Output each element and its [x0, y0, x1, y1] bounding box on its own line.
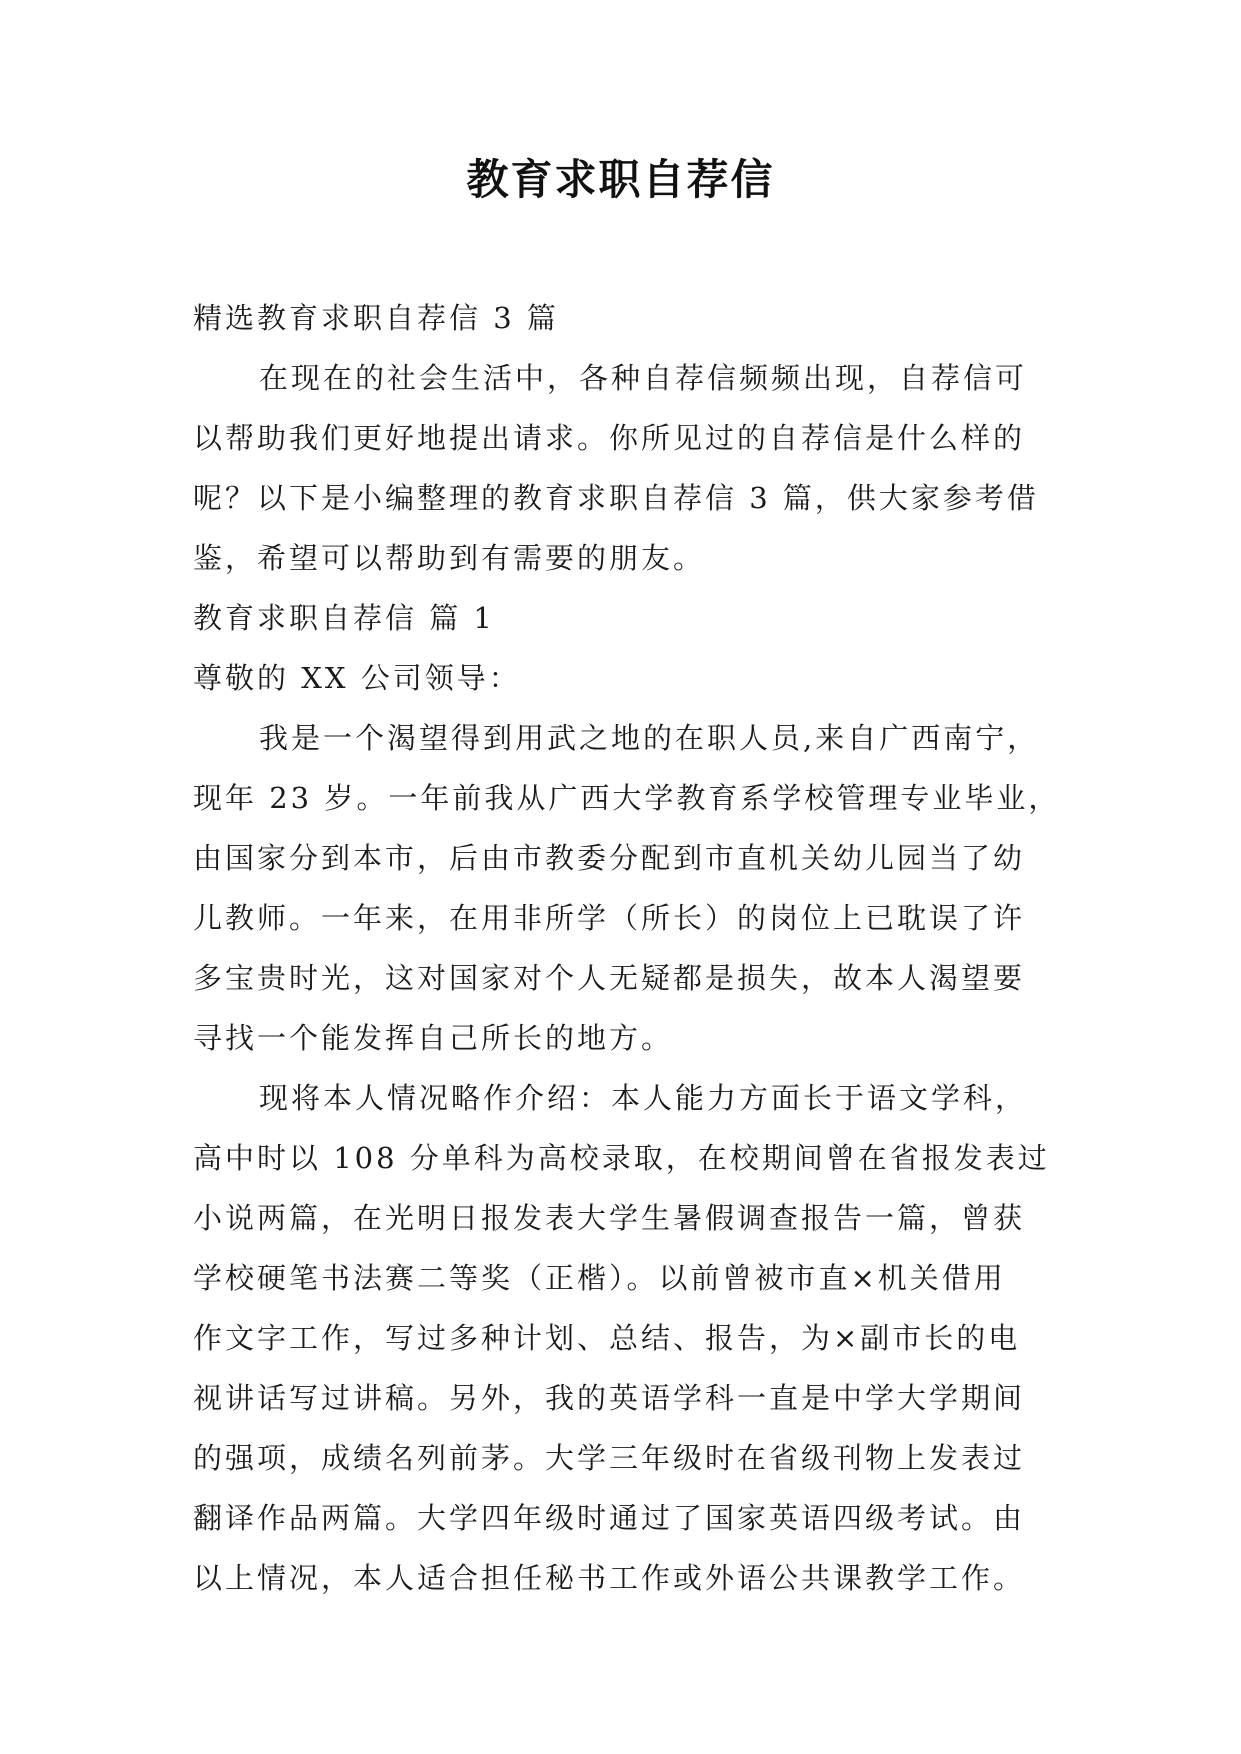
paragraph-line: 作文字工作，写过多种计划、总结、报告，为×副市长的电: [193, 1321, 1021, 1355]
section-heading: 教育求职自荐信 篇 1: [193, 601, 495, 635]
document-title: 教育求职自荐信: [466, 155, 775, 204]
paragraph-line: 小说两篇，在光明日报发表大学生暑假调查报告一篇，曾获: [193, 1201, 1026, 1235]
paragraph-line: 我是一个渴望得到用武之地的在职人员,来自广西南宁，: [259, 721, 1040, 755]
salutation: 尊敬的 XX 公司领导：: [193, 661, 521, 695]
intro-paragraph-line: 鉴，希望可以帮助到有需要的朋友。: [193, 541, 706, 575]
paragraph-line: 学校硬笔书法赛二等奖（正楷）。以前曾被市直×机关借用: [193, 1261, 1006, 1295]
paragraph-line: 由国家分到本市，后由市教委分配到市直机关幼儿园当了幼: [193, 841, 1026, 875]
intro-paragraph-line: 在现在的社会生活中，各种自荐信频频出现，自荐信可: [259, 361, 1028, 395]
paragraph-line: 多宝贵时光，这对国家对个人无疑都是损失，故本人渴望要: [193, 961, 1026, 995]
intro-paragraph-line: 呢？以下是小编整理的教育求职自荐信 3 篇，供大家参考借: [193, 481, 1039, 515]
paragraph-line: 翻译作品两篇。大学四年级时通过了国家英语四级考试。由: [193, 1501, 1026, 1535]
subtitle-line: 精选教育求职自荐信 3 篇: [193, 301, 559, 335]
paragraph-line: 以上情况，本人适合担任秘书工作或外语公共课教学工作。: [193, 1561, 1026, 1595]
intro-paragraph-line: 以帮助我们更好地提出请求。你所见过的自荐信是什么样的: [193, 421, 1026, 455]
paragraph-line: 儿教师。一年来，在用非所学（所长）的岗位上已耽误了许: [193, 901, 1026, 935]
paragraph-line: 高中时以 108 分单科为高校录取，在校期间曾在省报发表过: [193, 1141, 1050, 1175]
document-body: [193, 288, 1061, 1608]
paragraph-line: 现将本人情况略作介绍：本人能力方面长于语文学科，: [259, 1081, 1028, 1115]
paragraph-line: 现年 23 岁。一年前我从广西大学教育系学校管理专业毕业，: [193, 781, 1061, 815]
paragraph-line: 视讲话写过讲稿。另外，我的英语学科一直是中学大学期间: [193, 1381, 1026, 1415]
paragraph-line: 的强项，成绩名列前茅。大学三年级时在省级刊物上发表过: [193, 1441, 1026, 1475]
paragraph-line: 寻找一个能发挥自己所长的地方。: [193, 1021, 674, 1055]
